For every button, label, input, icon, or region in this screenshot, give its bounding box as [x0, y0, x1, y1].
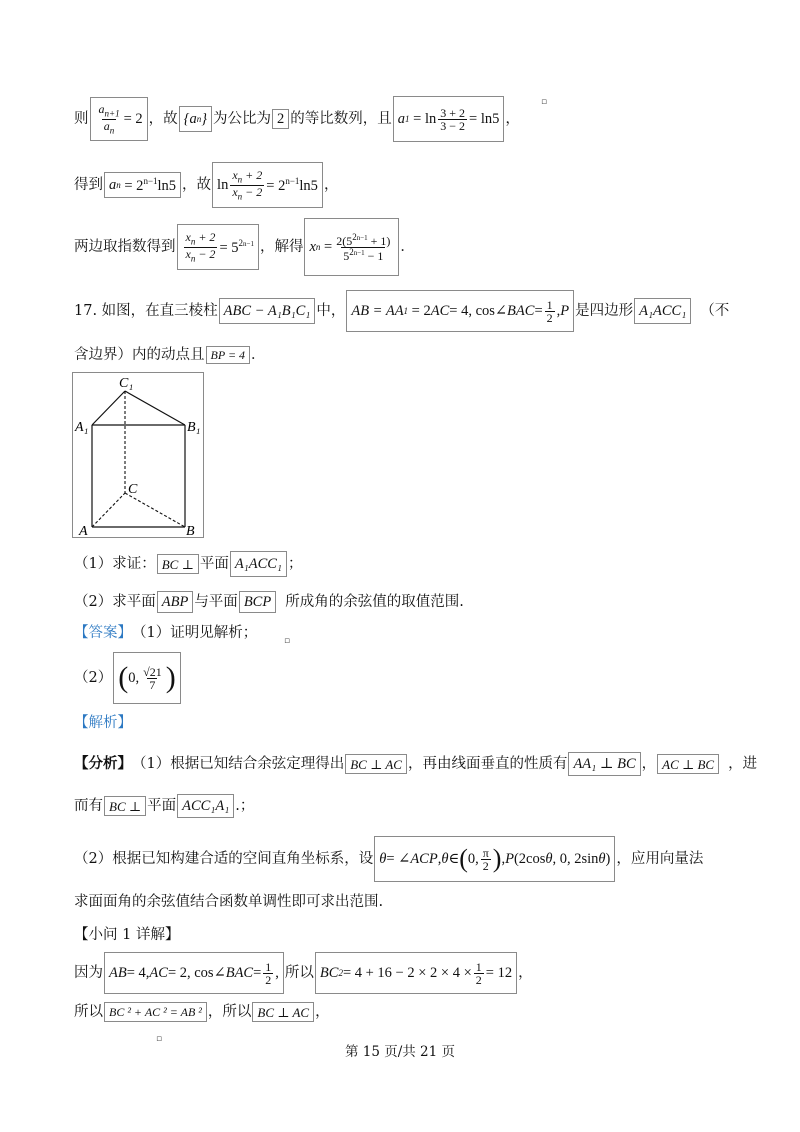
problem-17-line-2: 含边界）内的动点且 BP = 4 ． — [74, 346, 266, 363]
formula-ratio: $\frac{a_{n+1}}{a_n}$ = 2 — [90, 97, 148, 141]
formula-aa1-perp-bc: AA₁ ⊥ BC — [568, 752, 640, 776]
formula-conditions: AB = AA 1 = 2 AC = 4, cos∠ BAC = $\frac{1}{2}$ , P — [346, 290, 574, 332]
prism-diagram — [73, 373, 203, 537]
label-b: B — [186, 524, 195, 537]
small-square-mark: ▫ — [284, 636, 291, 646]
small-square-mark: ▫ — [156, 1034, 163, 1044]
formula-prism: ABC − A₁B₁C₁ — [219, 298, 316, 324]
formula-abp: ABP — [157, 591, 194, 613]
line-2: 得到 a n = $2^{n-1}\ln 5$ ，故 ln $\frac{x_n + 2}{x_n - 2}$ = $2^{n-1}\ln 5$ ， — [74, 162, 740, 208]
label-c1: C₁ — [119, 376, 134, 391]
formula-bc-squared: BC 2 = 4 + 16 − 2 × 2 × 4 × $\frac{1}{2}$ = 12 — [315, 952, 517, 994]
fenxi-line-2: 而有 BC ⊥ 平面 ACC₁A₁ .； — [74, 794, 740, 818]
formula-bc-perp: BC ⊥ — [157, 554, 199, 574]
line-1: 则 $\frac{a_{n+1}}{a_n}$ = 2 ，故 {a n } 为公比为 2 的等比数列，且 a 1 = ln $\frac{3 + 2}{3 - 2}$ = ln5 ， — [74, 96, 740, 142]
formula-exp: $\frac{x_n + 2}{x_n - 2}$ = $5^{2n-1}$ — [177, 224, 259, 270]
formula-first-term: a 1 = ln $\frac{3 + 2}{3 - 2}$ = ln5 — [393, 96, 505, 142]
fenxi-line-4: 求面面角的余弦值结合函数单调性即可求出范围. — [74, 894, 384, 910]
small-square-mark: ▫ — [541, 97, 548, 107]
fenxi-line-3: （2）根据已知构建合适的空间直角坐标系，设 θ = ∠ ACP , θ ∈ ( 0, $\frac{\pi}{2}$ ) , P (2cos θ , 0, 2sin θ ) ，应用向量法 — [74, 836, 760, 882]
formula-ac-perp-bc: AC ⊥ BC — [657, 754, 719, 774]
formula-given: AB = 4, AC = 2, cos∠ BAC = $\frac{1}{2}$ , — [104, 952, 284, 994]
problem-17-line-1: 17. 如图，在直三棱柱 ABC − A₁B₁C₁ 中， AB = AA 1 = 2 AC = 4, cos∠ BAC = $\frac{1}{2}$ , P 是四边形 A₁ACC₁ （不 — [74, 290, 750, 332]
analysis-heading: 【解析】 — [74, 715, 132, 731]
answer-line-2: （2） ( 0, $\frac{√21}{7}$ ) — [74, 652, 740, 704]
formula-an: a n = $2^{n-1}\ln 5$ — [104, 172, 181, 198]
detail-line-1: 因为 AB = 4, AC = 2, cos∠ BAC = $\frac{1}{2}$ , 所以 BC 2 = 4 + 16 − 2 × 2 × 4 × $\frac{1}{2}$ = 12 ， — [74, 952, 740, 994]
formula-plane: A₁ACC₁ — [230, 551, 287, 577]
page-footer: 第 15 页/共 21 页 — [344, 1044, 456, 1060]
prism-figure — [72, 372, 204, 538]
question-1: （1）求证： BC ⊥ 平面 A₁ACC₁ ； — [74, 551, 740, 577]
formula-bcp: BCP — [239, 591, 276, 613]
answer-label: 【答案】 — [74, 625, 132, 641]
question-2: （2）求平面 ABP 与平面 BCP 所成角的余弦值的取值范围. — [74, 591, 740, 613]
formula-ratio-value: 2 — [272, 109, 289, 129]
answer-line-1: 【答案】 （1）证明见解析； — [74, 625, 258, 641]
label-a1: A₁ — [75, 420, 89, 435]
label-c: C — [128, 482, 138, 497]
line-3: 两边取指数得到 $\frac{x_n + 2}{x_n - 2}$ = $5^{2n-1}$ ，解得 x n = $\frac{2(5^{2n-1} + 1)}{5^{2n-1} - 1}$ ． — [74, 218, 740, 276]
formula-bp: BP = 4 — [206, 346, 251, 364]
formula-sequence: {a n } — [179, 106, 212, 132]
subquestion-1-heading: 【小问 1 详解】 — [74, 927, 180, 943]
formula-answer-range: ( 0, $\frac{√21}{7}$ ) — [113, 652, 180, 704]
formula-bc-perp-ac: BC ⊥ AC — [345, 754, 407, 774]
label-a: A — [79, 524, 88, 537]
detail-line-2: 所以 BC ² + AC ² = AB ² ，所以 BC ⊥ AC ， — [74, 1002, 740, 1022]
formula-bc-perp-ac-2: BC ⊥ AC — [252, 1002, 314, 1022]
label-b1: B₁ — [187, 420, 201, 435]
fenxi-line-1: 【分析】 （1）根据已知结合余弦定理得出 BC ⊥ AC ，再由线面垂直的性质有 AA₁ ⊥ BC ， AC ⊥ BC ，进 — [74, 752, 760, 776]
formula-plane-acc1a1: ACC₁A₁ — [177, 794, 234, 818]
formula-ln-xn: ln $\frac{x_n + 2}{x_n - 2}$ = $2^{n-1}\ln 5$ — [212, 162, 323, 208]
formula-theta: θ = ∠ ACP , θ ∈ ( 0, $\frac{\pi}{2}$ ) , P (2cos θ , 0, 2sin θ ) — [374, 836, 615, 882]
formula-bc-perp-2: BC ⊥ — [104, 796, 146, 816]
formula-quad: A₁ACC₁ — [634, 298, 691, 324]
formula-xn: x n = $\frac{2(5^{2n-1} + 1)}{5^{2n-1} - 1}$ — [304, 218, 399, 276]
formula-pythagoras: BC ² + AC ² = AB ² — [104, 1002, 207, 1022]
